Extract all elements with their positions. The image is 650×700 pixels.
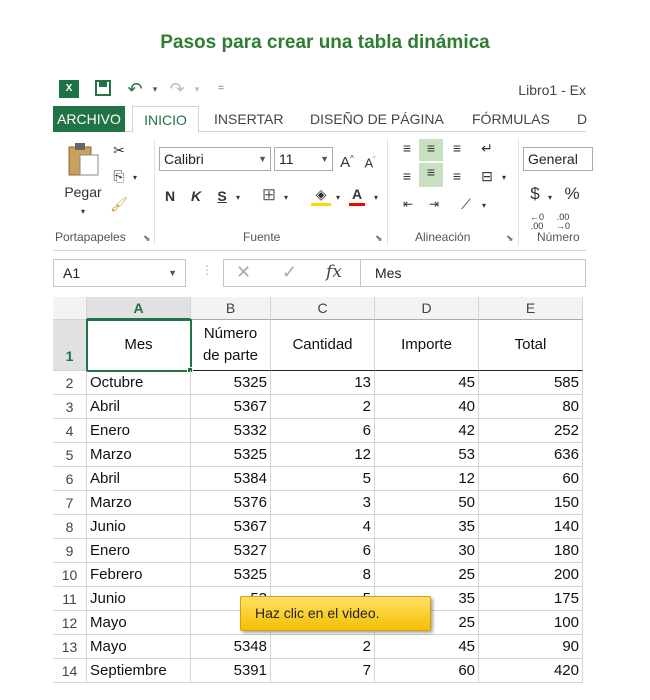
clipboard-group-label: Portapapeles [55, 230, 126, 244]
cell-mes[interactable]: Mayo [87, 611, 191, 635]
cell-numero-parte[interactable]: 5325 [191, 443, 271, 467]
cell-cantidad[interactable]: 8 [271, 563, 375, 587]
tab-insertar[interactable]: INSERTAR [214, 111, 284, 127]
increase-decimal-icon[interactable]: ←0 .00 [529, 212, 544, 231]
enter-icon[interactable]: ✓ [282, 262, 298, 282]
cell-importe[interactable]: 35 [375, 587, 479, 611]
cell-cantidad[interactable]: 7 [271, 659, 375, 683]
tab-diseno-pagina[interactable]: DISEÑO DE PÁGINA [310, 111, 444, 127]
chevron-down-icon: ▼ [320, 154, 329, 164]
tab-formulas[interactable]: FÓRMULAS [472, 111, 550, 127]
align-middle-icon[interactable]: ≡ [419, 139, 443, 161]
cell-cantidad[interactable]: 13 [271, 371, 375, 395]
cell-numero-parte[interactable]: 5325 [191, 563, 271, 587]
cell-total[interactable]: 180 [479, 539, 583, 563]
font-launcher-icon[interactable]: ⬊ [375, 233, 383, 243]
cell-importe[interactable]: 40 [375, 395, 479, 419]
font-color-icon[interactable]: A [349, 185, 365, 206]
italic-button[interactable]: K [190, 188, 202, 204]
bold-button[interactable]: N [164, 188, 176, 204]
header-cell-total[interactable]: Total [479, 320, 583, 371]
row-header[interactable]: 8 [53, 515, 87, 539]
excel-window [53, 76, 586, 700]
fx-icon[interactable]: fx [326, 262, 342, 282]
merge-dropdown-icon[interactable]: ▾ [501, 173, 506, 182]
cancel-icon[interactable]: ✕ [236, 262, 252, 282]
row-header[interactable]: 2 [53, 371, 87, 395]
row-header[interactable]: 13 [53, 635, 87, 659]
cell-total[interactable]: 80 [479, 395, 583, 419]
name-box[interactable]: A1 ▼ [53, 259, 186, 287]
row-header[interactable]: 12 [53, 611, 87, 635]
cell-total[interactable]: 200 [479, 563, 583, 587]
cell-numero-parte[interactable]: 5348 [191, 635, 271, 659]
font-color-dropdown-icon[interactable]: ▾ [373, 193, 378, 202]
header-cell-numero-parte[interactable]: Número de parte [191, 320, 271, 371]
formula-bar-grip-icon: ⋮ [201, 263, 213, 277]
cell-cantidad[interactable]: 4 [271, 515, 375, 539]
font-size-select[interactable]: 11 ▼ [274, 147, 333, 171]
alignment-group-label: Alineación [415, 230, 471, 244]
cell-importe[interactable]: 25 [375, 563, 479, 587]
paste-label[interactable]: Pegar [64, 184, 102, 200]
cell-importe[interactable]: 53 [375, 443, 479, 467]
tab-inicio[interactable]: INICIO [132, 106, 199, 133]
cell-cantidad[interactable]: 6 [271, 539, 375, 563]
currency-button[interactable]: $ [530, 184, 540, 203]
cell-mes[interactable]: Octubre [87, 371, 191, 395]
cell-total[interactable]: 175 [479, 587, 583, 611]
row-header[interactable]: 4 [53, 419, 87, 443]
column-header-b[interactable]: B [191, 297, 271, 320]
cell-cantidad[interactable]: 12 [271, 443, 375, 467]
cell-cantidad[interactable]: 5 [271, 467, 375, 491]
row-header-1[interactable]: 1 [53, 320, 87, 371]
cell-importe[interactable]: 12 [375, 467, 479, 491]
cell-total[interactable]: 60 [479, 467, 583, 491]
alignment-launcher-icon[interactable]: ⬊ [506, 233, 514, 243]
cell-cantidad[interactable]: 6 [271, 419, 375, 443]
cell-numero-parte[interactable]: 5391 [191, 659, 271, 683]
merge-center-icon[interactable]: ⊟ [481, 168, 493, 184]
excel-logo-icon: X [59, 80, 79, 98]
header-cell-cantidad[interactable]: Cantidad [271, 320, 375, 371]
cell-cantidad[interactable]: 2 [271, 635, 375, 659]
currency-dropdown-icon[interactable]: ▾ [547, 193, 552, 202]
video-tooltip[interactable]: Haz clic en el video. [240, 596, 431, 631]
paste-dropdown-icon[interactable]: ▾ [80, 207, 85, 216]
row-header[interactable]: 10 [53, 563, 87, 587]
cell-importe[interactable]: 25 [375, 611, 479, 635]
cell-numero-parte[interactable]: 5325 [191, 371, 271, 395]
cell-importe[interactable]: 45 [375, 371, 479, 395]
cell-total[interactable]: 636 [479, 443, 583, 467]
orientation-icon[interactable]: ⟋ [461, 196, 471, 212]
borders-icon[interactable]: ⊞ [261, 185, 277, 204]
cell-numero-parte[interactable]: 5384 [191, 467, 271, 491]
row-header[interactable]: 14 [53, 659, 87, 683]
row-header[interactable]: 3 [53, 395, 87, 419]
cell-total[interactable]: 420 [479, 659, 583, 683]
row-header[interactable]: 5 [53, 443, 87, 467]
align-top-icon[interactable]: ≡ [402, 140, 412, 156]
row-header[interactable]: 9 [53, 539, 87, 563]
font-group-label: Fuente [243, 230, 281, 244]
column-header-d[interactable]: D [375, 297, 479, 320]
header-cell-importe[interactable]: Importe [375, 320, 479, 371]
ribbon-tabs [53, 106, 586, 132]
copy-icon[interactable]: ⎘ [113, 168, 125, 184]
formula-input[interactable]: Mes [361, 259, 586, 287]
align-right-icon[interactable]: ≡ [452, 168, 462, 184]
save-icon[interactable] [93, 80, 113, 98]
paste-icon[interactable] [65, 141, 101, 177]
column-header-a[interactable]: A [87, 297, 191, 320]
row-header[interactable]: 11 [53, 587, 87, 611]
cell-mes[interactable]: Junio [87, 587, 191, 611]
cell-importe[interactable]: 45 [375, 635, 479, 659]
cell-total[interactable]: 585 [479, 371, 583, 395]
underline-button[interactable]: S [217, 188, 227, 204]
increase-indent-icon[interactable]: ⇥ [428, 197, 440, 211]
align-bottom-icon[interactable]: ≡ [452, 140, 462, 156]
cell-mes[interactable]: Marzo [87, 491, 191, 515]
column-header-c[interactable]: C [271, 297, 375, 320]
number-group-label: Número [537, 230, 580, 244]
active-cell-border [86, 319, 192, 372]
ribbon [53, 133, 586, 251]
group-divider [387, 139, 388, 245]
cell-mes[interactable]: Junio [87, 515, 191, 539]
cell-importe[interactable]: 42 [375, 419, 479, 443]
borders-dropdown-icon[interactable]: ▾ [283, 193, 288, 202]
cell-numero-parte[interactable]: 5367 [191, 395, 271, 419]
select-all-corner[interactable] [53, 297, 87, 320]
grow-font-icon[interactable]: A^ [340, 154, 354, 171]
group-divider [518, 139, 519, 245]
group-divider [154, 139, 155, 245]
formula-bar [53, 259, 586, 287]
header-cell-mes[interactable]: Mes [87, 320, 191, 371]
cell-mes[interactable]: Mayo [87, 635, 191, 659]
fill-color-icon[interactable]: ◈ [311, 185, 331, 206]
row-header[interactable]: 7 [53, 491, 87, 515]
cell-numero-parte[interactable]: 5332 [191, 419, 271, 443]
wrap-text-icon[interactable]: ↵ [481, 140, 493, 156]
align-left-icon[interactable]: ≡ [402, 168, 412, 184]
cell-mes[interactable]: Enero [87, 419, 191, 443]
formula-buttons [223, 259, 361, 287]
chevron-down-icon: ▼ [258, 154, 267, 164]
cell-cantidad[interactable]: 2 [271, 395, 375, 419]
redo-icon[interactable]: ↷ [169, 79, 185, 99]
cell-mes[interactable]: Abril [87, 467, 191, 491]
cell-total[interactable]: 252 [479, 419, 583, 443]
undo-dropdown-icon[interactable]: ▾ [152, 84, 158, 94]
decrease-decimal-icon[interactable]: .00 →0 [555, 212, 570, 231]
window-title: Libro1 - Ex [518, 82, 586, 98]
cell-mes[interactable]: Febrero [87, 563, 191, 587]
page-title: Pasos para crear una tabla dinámica [160, 32, 490, 53]
cell-total[interactable]: 140 [479, 515, 583, 539]
align-center-icon[interactable]: ≡ [419, 163, 443, 187]
copy-dropdown-icon[interactable]: ▾ [132, 173, 137, 182]
underline-dropdown-icon[interactable]: ▾ [235, 193, 240, 202]
cell-cantidad[interactable]: 3 [271, 491, 375, 515]
customize-toolbar-icon[interactable]: = [218, 83, 224, 94]
cell-importe[interactable]: 30 [375, 539, 479, 563]
cell-importe[interactable]: 35 [375, 515, 479, 539]
clipboard-launcher-icon[interactable]: ⬊ [143, 233, 151, 243]
cell-mes[interactable]: Enero [87, 539, 191, 563]
percent-button[interactable]: % [564, 184, 580, 203]
tab-archivo[interactable]: ARCHIVO [53, 106, 125, 132]
undo-icon[interactable]: ↶ [127, 79, 143, 99]
orientation-dropdown-icon[interactable]: ▾ [481, 201, 486, 210]
font-name-select[interactable]: Calibri ▼ [159, 147, 271, 171]
cell-importe[interactable]: 50 [375, 491, 479, 515]
cell-total[interactable]: 90 [479, 635, 583, 659]
number-format-select[interactable]: General [523, 147, 593, 171]
redo-dropdown-icon[interactable]: ▾ [194, 84, 200, 94]
cut-icon[interactable]: ✂ [113, 142, 125, 158]
cell-numero-parte[interactable]: 5376 [191, 491, 271, 515]
cell-numero-parte[interactable]: 5327 [191, 539, 271, 563]
decrease-indent-icon[interactable]: ⇤ [402, 197, 414, 211]
title-bar [53, 76, 586, 104]
cell-numero-parte[interactable]: 5367 [191, 515, 271, 539]
cell-importe[interactable]: 60 [375, 659, 479, 683]
fill-color-dropdown-icon[interactable]: ▾ [335, 193, 340, 202]
cell-total[interactable]: 150 [479, 491, 583, 515]
cell-mes[interactable]: Septiembre [87, 659, 191, 683]
cell-mes[interactable]: Marzo [87, 443, 191, 467]
tab-d[interactable]: D [577, 111, 588, 127]
cell-mes[interactable]: Abril [87, 395, 191, 419]
column-header-e[interactable]: E [479, 297, 583, 320]
format-painter-icon[interactable]: 🖌 [110, 196, 128, 212]
row-header[interactable]: 6 [53, 467, 87, 491]
shrink-font-icon[interactable]: $A^ˇ$ [364, 155, 376, 171]
chevron-down-icon: ▼ [168, 268, 177, 278]
cell-total[interactable]: 100 [479, 611, 583, 635]
